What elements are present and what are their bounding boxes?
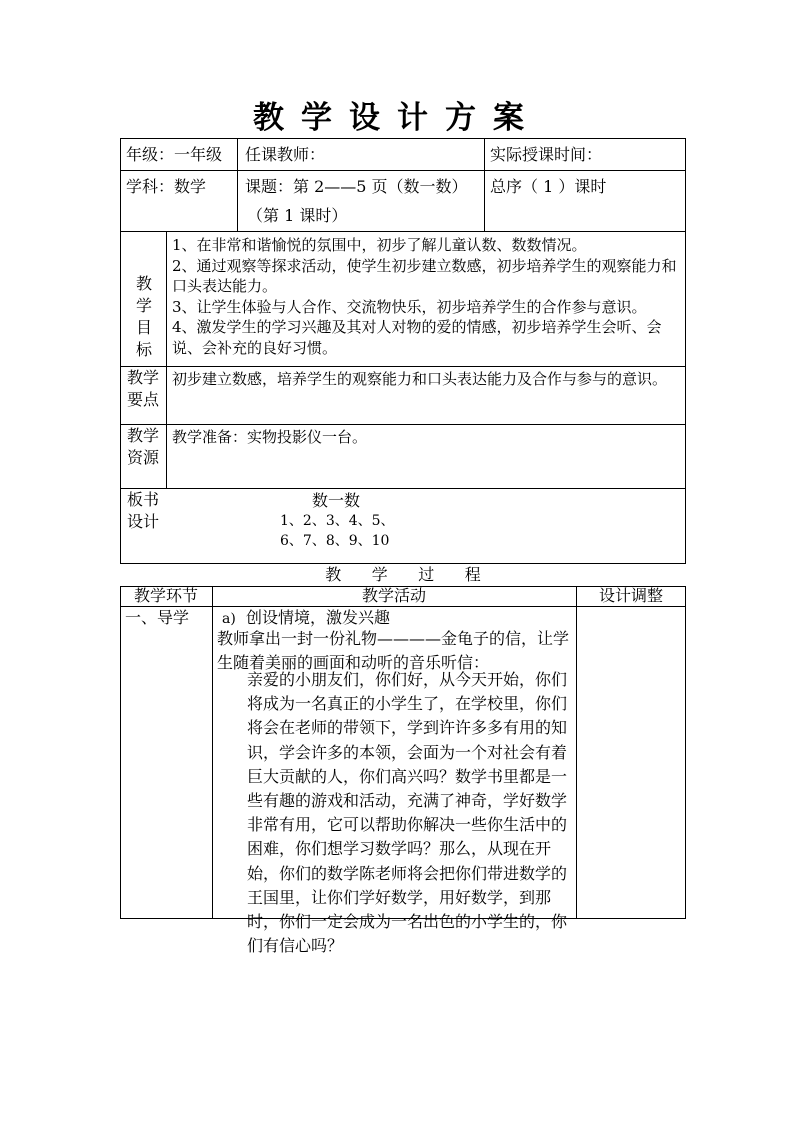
- board-label: 设计: [127, 512, 160, 531]
- actual-time-label: 实际授课时间：: [490, 145, 603, 164]
- board-line: 6、7、8、9、10: [280, 533, 390, 549]
- objectives-label: [124, 273, 164, 361]
- col-divider: [166, 231, 167, 488]
- teacher-label: 任课教师：: [245, 145, 326, 164]
- stage-label: 一、导学: [125, 608, 190, 627]
- grade-label: 年级：一年级: [126, 145, 223, 164]
- row-divider: [120, 424, 686, 425]
- row-divider: [120, 170, 686, 171]
- objectives-label-char: 学: [135, 296, 152, 315]
- col-divider: [212, 586, 213, 919]
- activity-heading: 创设情境，激发兴趣: [246, 608, 391, 627]
- topic-label: 课题：第 2——5 页（数一数）: [245, 177, 468, 196]
- resources-text: 教学准备：实物投影仪一台。: [172, 428, 368, 446]
- subject-label: 学科：数学: [126, 177, 207, 196]
- col-divider: [484, 138, 485, 231]
- col-divider: [576, 586, 577, 919]
- board-title: 数一数: [312, 491, 361, 510]
- objective-item: 1、在非常和谐愉悦的氛围中，初步了解儿童认数、数数情况。: [172, 236, 587, 254]
- objectives-label-char: 标: [135, 340, 152, 359]
- key-points-label: 教学: [127, 368, 160, 387]
- col-header-adjust: 设计调整: [598, 586, 663, 605]
- col-divider: [237, 138, 238, 231]
- key-points-text: 初步建立数感，培养学生的观察能力和口头表达能力及合作与参与的意识。: [172, 370, 668, 388]
- row-divider: [120, 231, 686, 232]
- row-divider: [120, 488, 686, 489]
- objectives-label-char: 目: [135, 318, 152, 337]
- board-label: 板书: [127, 490, 160, 509]
- objectives-label-char: 教: [135, 274, 152, 293]
- topic-period-label: （第 1 课时）: [247, 206, 348, 225]
- row-divider: [120, 366, 686, 367]
- objective-item: 3、让学生体验与人合作、交流物快乐，初步培养学生的合作参与意识。: [172, 297, 647, 316]
- objective-item: 2、通过观察等探求活动，使学生初步建立数感，初步培养学生的观察能力和口头表达能力。: [172, 256, 677, 296]
- col-header-activity: 教学活动: [361, 586, 426, 605]
- resources-label: 资源: [127, 448, 160, 467]
- resources-label: 教学: [127, 426, 160, 445]
- sequence-label: 总序（ 1 ）课时: [490, 177, 607, 196]
- objectives-list: [172, 235, 678, 359]
- page-title: 教学设计方案: [253, 100, 541, 136]
- objective-item: 4、激发学生的学习兴趣及其对人对物的爱的情感，初步培养学生会听、会说、会补充的良好习惯。: [172, 318, 662, 357]
- letter-text: 亲爱的小朋友们，你们好，从今天开始，你们将成为一名真正的小学生了，在学校里，你们将会在老师的带领下，学到许许多多有用的知识，学会许多的本领，会面为一个对社会有着巨大贡献的人，你们高兴吗？数学书里都是一些有趣的游戏和活动，充满了神奇，学好数学非常有用，它可以帮助你解决一些你生活中的困难，你们想学习数学吗？那么，从现在开始，你们的数学陈老师将会把你们带进数学的王国里，让你们学好数学，用好数学，到那时，你们一定会成为一名出色的小学生的，你们有信心吗？: [247, 670, 568, 956]
- process-heading: 教 学 过 程: [325, 565, 481, 584]
- col-header-stage: 教学环节: [133, 586, 198, 605]
- activity-marker: a): [222, 611, 236, 627]
- activity-intro: 教师拿出一封一份礼物————金龟子的信，让学生随着美丽的画面和动听的音乐听信：: [217, 629, 570, 673]
- key-points-label: 要点: [127, 390, 160, 409]
- board-line: 1、2、3、4、5、: [280, 513, 395, 529]
